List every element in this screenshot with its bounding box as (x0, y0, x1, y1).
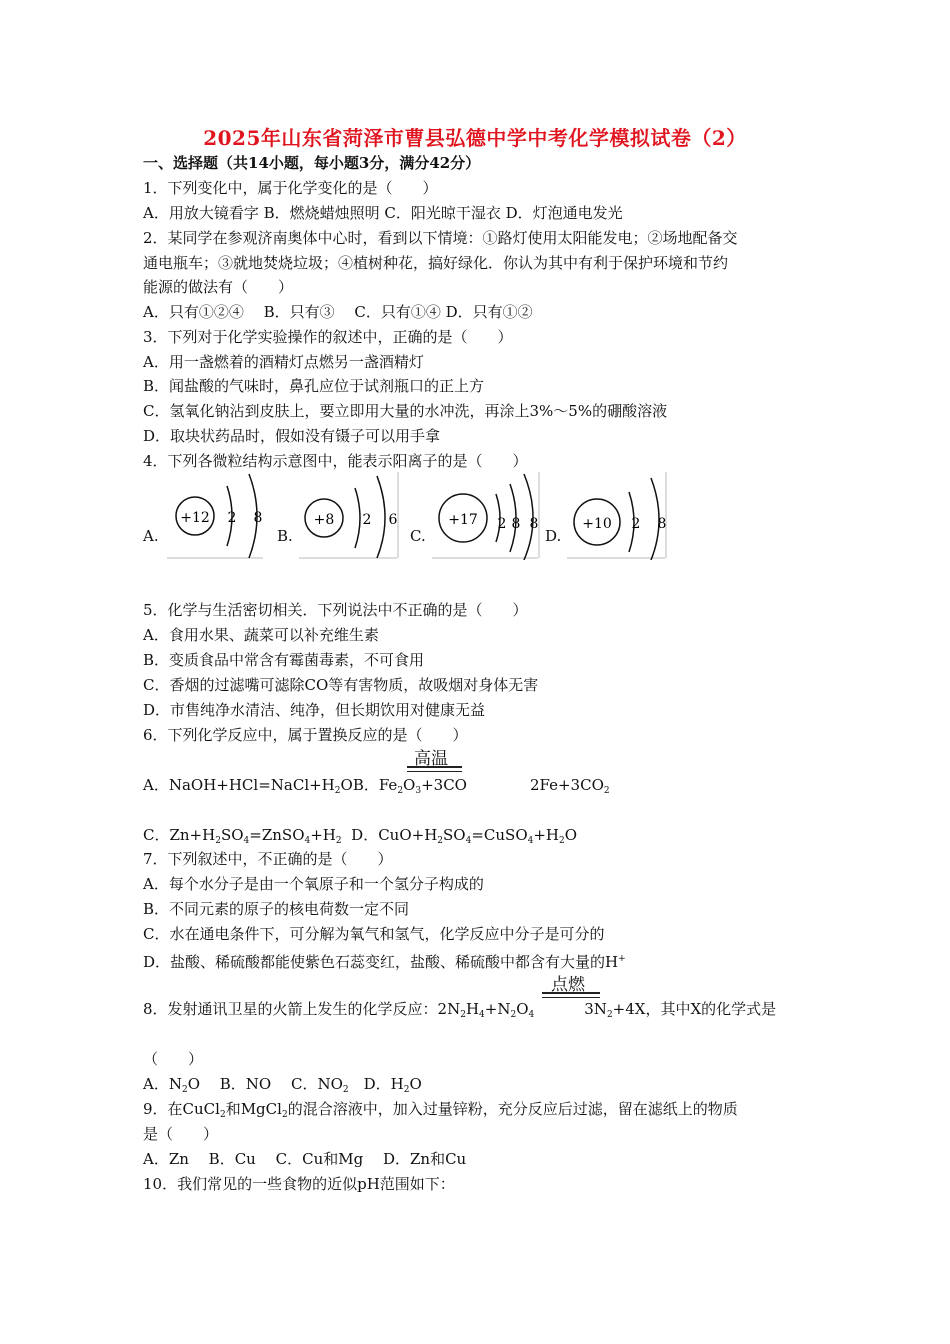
question-10-stem: 10．我们常见的一些食物的近似pH范围如下： (143, 1175, 455, 1193)
option-label-c: C. (410, 527, 426, 545)
reaction-arrow (542, 992, 600, 998)
nucleus-charge: +8 (313, 512, 335, 528)
shell-electrons: 8 (511, 516, 521, 532)
question-9-line-2: 是（ ） (143, 1125, 219, 1143)
shell-electrons: 8 (529, 516, 539, 532)
question-3-option-b: B．闻盐酸的气味时，鼻孔应位于试剂瓶口的正上方 (143, 377, 485, 395)
atom-diagram-b (297, 472, 402, 560)
question-5-stem: 5．化学与生活密切相关．下列说法中不正确的是（ ） (143, 601, 528, 619)
atom-diagram-c (430, 472, 542, 560)
question-4-stem: 4．下列各微粒结构示意图中，能表示阳离子的是（ ） (143, 452, 528, 470)
question-2-options: A．只有①②④ B．只有③ C．只有①④ D．只有①② (143, 303, 533, 321)
question-5-option-d: D．市售纯净水清洁、纯净，但长期饮用对健康无益 (143, 701, 486, 719)
question-8-paren: （ ） (143, 1050, 204, 1068)
shell-electrons: 2 (227, 510, 237, 526)
nucleus-charge: +17 (448, 512, 478, 528)
question-5-option-c: C．香烟的过滤嘴可滤除CO等有害物质，故吸烟对身体无害 (143, 676, 539, 694)
question-3-option-c: C．氢氧化钠沾到皮肤上，要立即用大量的水冲洗，再涂上3%～5%的硼酸溶液 (143, 402, 668, 420)
question-6-stem: 6．下列化学反应中，属于置换反应的是（ ） (143, 726, 468, 744)
shell-electrons: 8 (253, 510, 263, 526)
atom-diagram-a (165, 472, 270, 560)
question-3-option-a: A．用一盏燃着的酒精灯点燃另一盏酒精灯 (143, 353, 424, 371)
question-5-option-b: B．变质食品中常含有霉菌毒素，不可食用 (143, 651, 425, 669)
shell-electrons: 2 (631, 516, 641, 532)
question-7-option-d: D．盐酸、稀硫酸都能使紫色石蕊变红，盐酸、稀硫酸中都含有大量的H+ (143, 953, 626, 971)
option-label-b: B. (277, 527, 293, 545)
nucleus-charge: +10 (582, 516, 612, 532)
question-7-option-b: B．不同元素的原子的核电荷数一定不同 (143, 900, 410, 918)
question-1-stem: 1．下列变化中，属于化学变化的是（ ） (143, 179, 438, 197)
question-2-line-1: 2．某同学在参观济南奥体中心时，看到以下情境：①路灯使用太阳能发电；②场地配备交 (143, 229, 738, 247)
question-9-line-1: 9．在CuCl$_2$和MgCl$_2$的混合溶液中，加入过量锌粉，充分反应后过滤，留在滤纸上的物质 (143, 1100, 738, 1120)
question-9-options: A．Zn B．Cu C．Cu和Mg D．Zn和Cu (143, 1150, 467, 1168)
shell-electrons: 2 (362, 512, 372, 528)
section-heading: 一、选择题（共14小题，每小题3分，满分42分） (143, 154, 481, 172)
question-5-option-a: A．食用水果、蔬菜可以补充维生素 (143, 626, 379, 644)
question-7-stem: 7．下列叙述中，不正确的是（ ） (143, 850, 393, 868)
question-8-stem: 8．发射通讯卫星的火箭上发生的化学反应：$2N_2H_4+N_2O_4$ $3N_2+4X$，其中X的化学式是 (143, 1000, 777, 1020)
shell-electrons: 2 (497, 516, 507, 532)
atom-diagram-d (565, 472, 670, 560)
question-3-stem: 3．下列对于化学实验操作的叙述中，正确的是（ ） (143, 328, 513, 346)
question-6-options-ab: A．$NaOH+HCl=NaCl+H_2OB$．$Fe_2O_3+3CO$ $2Fe+3CO_2$ (143, 776, 610, 796)
question-7-option-a: A．每个水分子是由一个氧原子和一个氢分子构成的 (143, 875, 484, 893)
question-1-options: A．用放大镜看字 B．燃烧蜡烛照明 C．阳光晾干湿衣 D．灯泡通电发光 (143, 204, 623, 222)
question-2-line-2: 通电瓶车；③就地焚烧垃圾；④植树种花，搞好绿化．你认为其中有利于保护环境和节约 (143, 254, 729, 272)
question-6-options-cd: C．$Zn+H_2SO_4=ZnSO_4+H_2$ D．$CuO+H_2SO_4=CuSO_4+H_2O$ (143, 826, 578, 846)
reaction-arrow (407, 766, 462, 772)
reaction-condition-high-temp: 高温 (414, 749, 448, 769)
page-title: 2025年山东省菏泽市曹县弘德中学中考化学模拟试卷（2） (203, 126, 747, 150)
option-label-a: A. (143, 527, 159, 545)
reaction-condition-ignite: 点燃 (551, 975, 585, 995)
question-8-options: A．$N_2O$ B．NO C．$NO_2$ D．$H_2O$ (143, 1075, 422, 1095)
question-3-option-d: D．取块状药品时，假如没有镊子可以用手拿 (143, 427, 441, 445)
shell-electrons: 6 (388, 512, 398, 528)
option-label-d: D. (545, 527, 562, 545)
question-2-line-3: 能源的做法有（ ） (143, 278, 294, 296)
shell-electrons: 8 (657, 516, 667, 532)
nucleus-charge: +12 (180, 510, 210, 526)
question-7-option-c: C．水在通电条件下，可分解为氧气和氢气，化学反应中分子是可分的 (143, 925, 605, 943)
